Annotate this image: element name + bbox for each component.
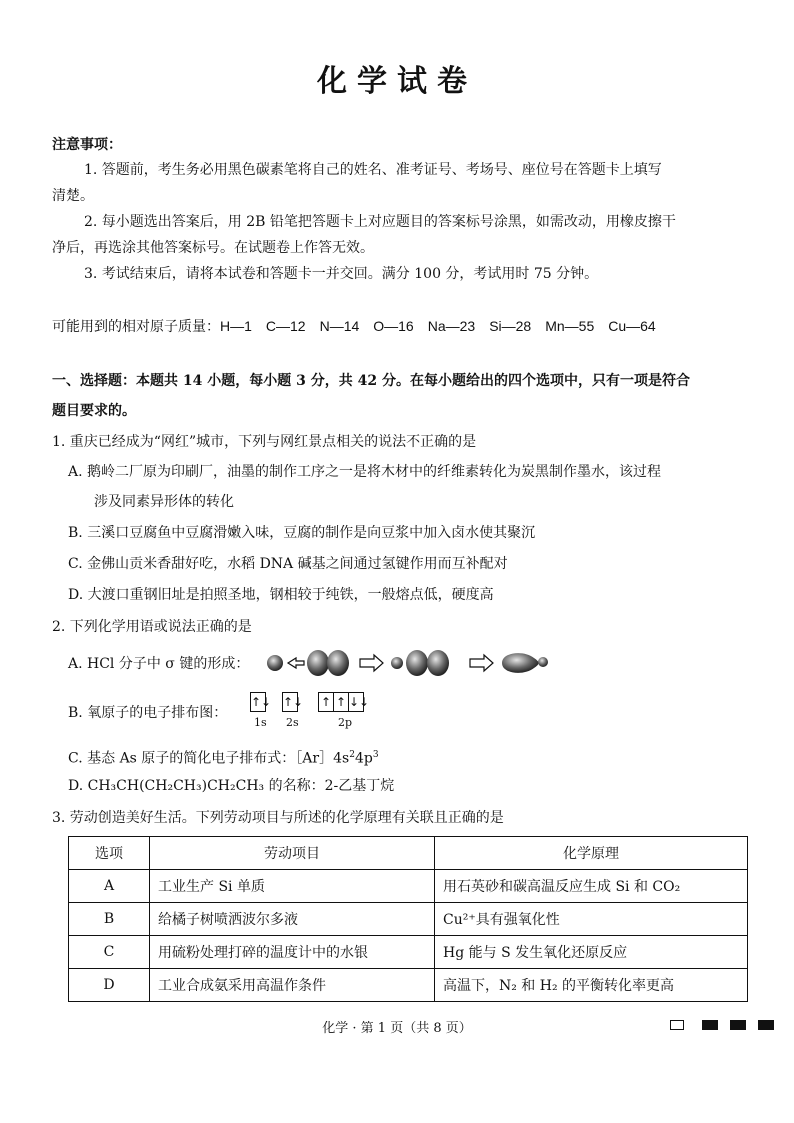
h-atom-orbital bbox=[538, 657, 548, 667]
table-header: 选项 bbox=[69, 837, 150, 870]
orbital-1s: ↑↓ bbox=[250, 692, 266, 712]
table-row: C 用硫粉处理打碎的温度计中的水银 Hg 能与 S 发生氧化还原反应 bbox=[69, 936, 748, 969]
h-atom-orbital bbox=[267, 655, 283, 671]
notice-item: 清楚。 bbox=[52, 188, 94, 204]
option-c: C. 金佛山贡米香甜好吃，水稻 DNA 碱基之间通过氢键作用而互补配对 bbox=[68, 556, 508, 572]
option-a: A. 鹅岭二厂原为印刷厂，油墨的制作工序之一是将木材中的纤维素转化为炭黑制作墨水，该过程 bbox=[68, 464, 662, 480]
cl-p-orbital-lobe bbox=[307, 650, 329, 676]
h-atom-orbital bbox=[391, 657, 403, 669]
scan-mark-icon bbox=[758, 1020, 774, 1030]
notice-item: 净后，再选涂其他答案标号。在试题卷上作答无效。 bbox=[52, 240, 374, 256]
notice-item: 1. 答题前，考生务必用黑色碳素笔将自己的姓名、准考证号、考场号、座位号在答题卡上填写 bbox=[84, 162, 662, 178]
label-2p: 2p bbox=[338, 716, 353, 729]
question-stem: 2. 下列化学用语或说法正确的是 bbox=[52, 619, 252, 635]
option-a-cont: 涉及同素异形体的转化 bbox=[94, 494, 234, 510]
sigma-bond-diagram bbox=[262, 648, 558, 678]
page-footer: 化学 · 第 1 页（共 8 页） bbox=[322, 1021, 472, 1036]
page-title: 化学试卷 bbox=[317, 64, 477, 99]
arrow-right-icon bbox=[360, 655, 383, 671]
q3-table bbox=[68, 836, 748, 1002]
section-heading: 一、选择题：本题共 14 小题，每小题 3 分，共 42 分。在每小题给出的四个选项中，只有一项是符合 bbox=[52, 373, 690, 389]
label-1s: 1s bbox=[254, 716, 267, 729]
table-row: A 工业生产 Si 单质 用石英砂和碳高温反应生成 Si 和 CO₂ bbox=[69, 870, 748, 903]
question-stem: 1. 重庆已经成为“网红”城市，下列与网红景点相关的说法不正确的是 bbox=[52, 434, 477, 450]
notice-item: 3. 考试结束后，请将本试卷和答题卡一并交回。满分 100 分，考试用时 75 分钟。 bbox=[84, 266, 599, 282]
orbital-2s: ↑↓ bbox=[282, 692, 298, 712]
orbital-2p: ↑ ↑ ↓↓ bbox=[318, 692, 364, 712]
label-2s: 2s bbox=[286, 716, 299, 729]
notice-heading: 注意事项： bbox=[52, 137, 122, 153]
option-a: A. HCl 分子中 σ 键的形成： bbox=[68, 656, 250, 672]
cl-p-orbital-lobe bbox=[327, 650, 349, 676]
option-b: B. 三溪口豆腐鱼中豆腐滑嫩入味，豆腐的制作是向豆浆中加入卤水使其聚沉 bbox=[68, 525, 536, 541]
sigma-bond-orbital bbox=[502, 653, 539, 673]
notice-item: 2. 每小题选出答案后，用 2B 铅笔把答题卡上对应题目的答案标号涂黑，如需改动，用橡皮擦干 bbox=[84, 214, 676, 230]
option-c: C. 基态 As 原子的简化电子排布式：$[Ar]4s^24p^3$ bbox=[68, 750, 379, 767]
scan-mark-icon bbox=[702, 1020, 718, 1030]
section-heading: 题目要求的。 bbox=[52, 403, 136, 419]
question-stem: 3. 劳动创造美好生活。下列劳动项目与所述的化学原理有关联且正确的是 bbox=[52, 810, 504, 826]
scan-mark-icon bbox=[670, 1020, 684, 1030]
cl-p-orbital-lobe bbox=[427, 650, 449, 676]
atomic-masses: 可能用到的相对原子质量：H—1 C—12 N—14 O—16 Na—23 Si—28 Mn—55 Cu—64 bbox=[52, 318, 656, 334]
table-row: B 给橘子树喷洒波尔多液 Cu²⁺具有强氧化性 bbox=[69, 903, 748, 936]
arrow-left-icon bbox=[288, 658, 304, 668]
cl-p-orbital-lobe bbox=[406, 650, 428, 676]
table-header: 化学原理 bbox=[435, 837, 748, 870]
option-d: D. CH₃CH(CH₂CH₃)CH₂CH₃ 的名称：2-乙基丁烷 bbox=[68, 778, 395, 794]
scan-mark-icon bbox=[730, 1020, 746, 1030]
table-header: 劳动项目 bbox=[150, 837, 435, 870]
arrow-right-icon bbox=[470, 655, 493, 671]
table-row: D 工业合成氨采用高温作条件 高温下，N₂ 和 H₂ 的平衡转化率更高 bbox=[69, 969, 748, 1002]
option-d: D. 大渡口重钢旧址是拍照圣地，钢相较于纯铁，一般熔点低，硬度高 bbox=[68, 587, 494, 603]
option-b: B. 氧原子的电子排布图： bbox=[68, 705, 228, 721]
table-header-row bbox=[69, 837, 748, 870]
